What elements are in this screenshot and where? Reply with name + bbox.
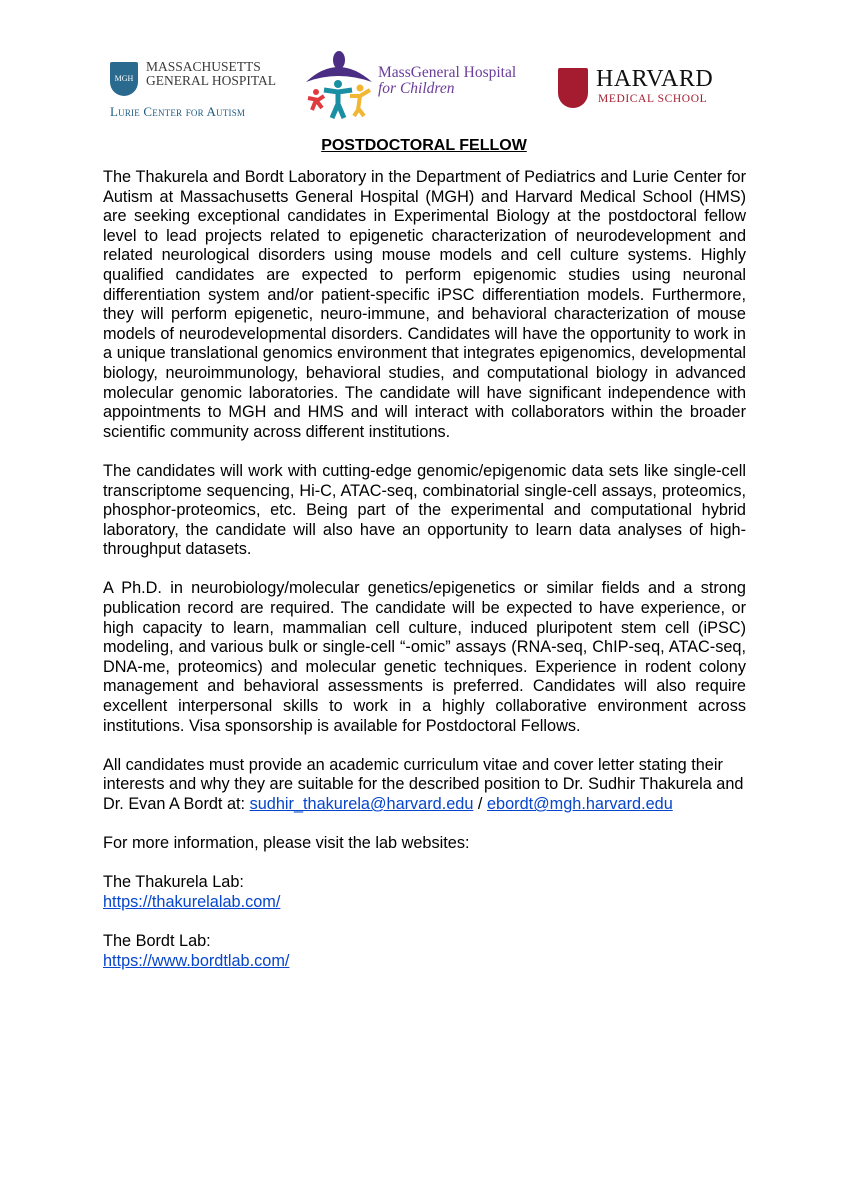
more-info-text: For more information, please visit the lab websites: <box>103 834 470 853</box>
document-body <box>103 168 746 991</box>
mgh-name-line1: MASSACHUSETTS <box>146 59 261 74</box>
logo-banner <box>104 48 744 120</box>
children-figures-icon <box>300 48 378 120</box>
hms-name-line2: MEDICAL SCHOOL <box>598 93 708 105</box>
lab-name: The Bordt Lab: <box>103 932 211 951</box>
hms-logo <box>558 68 748 118</box>
email-link-bordt[interactable]: ebordt@mgh.harvard.edu <box>486 795 673 813</box>
paragraph-requirements: A Ph.D. in neurobiology/molecular genetics/epigenetics or similar fields and a strong publication record are required. The candidate will be expected to have experience, or high capacity to learn, mammalian cell culture, induced pluripotent stem cell (iPSC) modeling, and various bulk or single-cell “-omic” assays (RNA-seq, ChIP-seq, ATAC-seq, DNA-me, proteomics) and molecular genetic techniques. Experience in rodent colony management and behavioral assessments is preferred. Candidates will also require excellent interpersonal skills to work in a highly collaborative environment across institutions. Visa sponsorship is available for Postdoctoral Fellows. <box>103 579 746 735</box>
lab-website-link[interactable]: https://thakurelalab.com/ <box>103 892 281 911</box>
lab-name: The Thakurela Lab: <box>103 873 244 892</box>
lab-thakurela <box>103 873 746 912</box>
mghfc-name-line1: MassGeneral Hospital <box>378 64 517 81</box>
paragraph-datasets: The candidates will work with cutting-edge genomic/epigenomic data sets like single-cell transcriptome sequencing, Hi-C, ATAC-seq, combinatorial single-cell assays, proteomics, phosphor-proteomics, etc. Being part of the experimental and computational hybrid laboratory, the candidate will also have an opportunity to learn data analyses of high-throughput datasets. <box>103 461 746 559</box>
hms-name-line1: HARVARD <box>596 66 714 92</box>
mgh-lurie-logo <box>108 52 298 118</box>
mgh-name-line2: GENERAL HOSPITAL <box>146 73 277 88</box>
lab-bordt <box>103 932 746 971</box>
email-separator: / <box>473 795 487 813</box>
mghfc-name-line2: for Children <box>378 80 455 97</box>
contact-text: All candidates must provide an academic curriculum vitae and cover letter stating their interests and why they are suitable for the described position to Dr. Sudhir Thakurela and Dr. Evan A Bordt at: <box>103 755 744 813</box>
harvard-shield-icon <box>558 68 588 108</box>
paragraph-description: The Thakurela and Bordt Laboratory in the Department of Pediatrics and Lurie Center for Autism at Massachusetts General Hospital (MGH) and Harvard Medical School (HMS) are seeking exceptional candidates in Experimental Biology at the postdoctoral fellow level to lead projects related to epigenetic characterization of neurodevelopment and related neurological disorders using mouse models and cell culture systems. Highly qualified candidates are expected to perform epigenomic studies using neuronal differentiation system and/or patient-specific iPSC differentiation models. Furthermore, they will perform epigenetic, neuro-immune, and behavioral characterization of mouse models of neurodevelopmental disorders. Candidates will have the opportunity to work in a unique translational genomics environment that integrates epigenomics, developmental biology, neuroimmunology, behavioral studies, and computational biology in advanced molecular genomic laboratories. The candidate will have significant independence with appointments to MGH and HMS and will interact with collaborators within the broader scientific community across different institutions. <box>103 168 746 441</box>
paragraph-contact <box>103 756 746 815</box>
email-link-thakurela[interactable]: sudhir_thakurela@harvard.edu <box>249 795 474 813</box>
lab-website-link[interactable]: https://www.bordtlab.com/ <box>103 951 290 970</box>
mgh-shield-icon: MGH <box>110 62 138 96</box>
page-title: POSTDOCTORAL FELLOW <box>321 137 527 154</box>
lurie-center-name: Lurie Center for Autism <box>110 104 246 119</box>
mghfc-logo <box>300 48 540 120</box>
